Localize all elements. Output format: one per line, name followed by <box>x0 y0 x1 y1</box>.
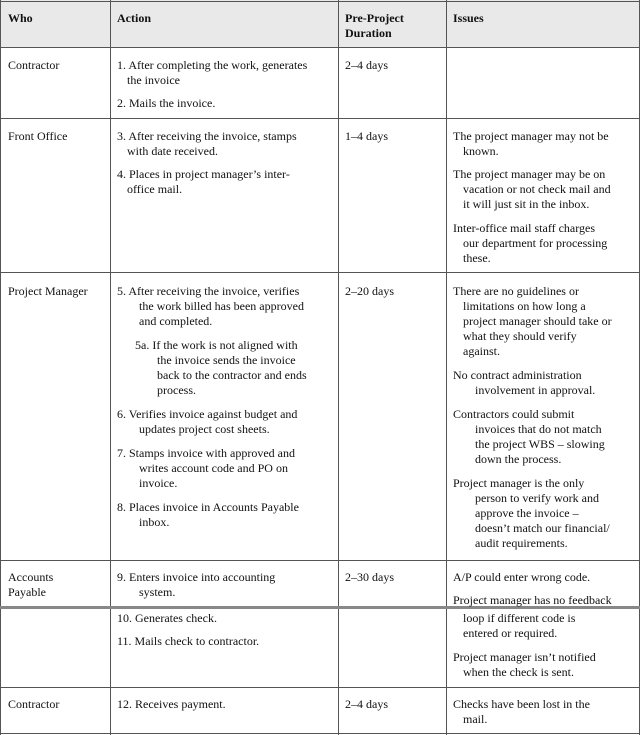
row3-issue4-line5: audit requirements. <box>475 536 568 550</box>
rule-header <box>0 47 640 48</box>
header-duration-line1: Pre-Project <box>345 11 404 25</box>
col-who <box>0 0 110 735</box>
row1-action1-line1: 1. After completing the work, generates <box>117 58 308 72</box>
rule-top <box>0 1 640 2</box>
row6-duration: 2–4 days <box>345 697 388 711</box>
rule-row-2 <box>0 272 640 273</box>
header-action: Action <box>117 11 151 25</box>
row2-issue2-line3: it will just sit in the inbox. <box>463 197 590 211</box>
row3-action6-line1: 6. Verifies invoice against budget and <box>117 407 298 421</box>
rule-row-5 <box>0 687 640 688</box>
row2-who: Front Office <box>8 129 68 143</box>
row3-action5a-line1: 5a. If the work is not aligned with <box>135 338 298 352</box>
row3-issue4-line3: approve the invoice – <box>475 506 579 520</box>
rule-row-3 <box>0 560 640 561</box>
row3-issue3-line1: Contractors could submit <box>453 407 575 421</box>
row4-issue2-line1: Project manager has no feedback <box>453 593 612 607</box>
row3-issue1-line4: what they should verify <box>463 329 577 343</box>
row3-action5a-line2: the invoice sends the invoice <box>157 353 296 367</box>
row2-issue1-line1: The project manager may not be <box>453 129 609 143</box>
row2-duration: 1–4 days <box>345 129 388 143</box>
row3-issue4-line2: person to verify work and <box>475 491 599 505</box>
row3-duration: 2–20 days <box>345 284 394 298</box>
row5-action11: 11. Mails check to contractor. <box>117 634 260 648</box>
row3-action7-line2: writes account code and PO on <box>139 461 288 475</box>
row2-action1-line1: 3. After receiving the invoice, stamps <box>117 129 297 143</box>
row4-duration: 2–30 days <box>345 570 394 584</box>
header-duration-line2: Duration <box>345 26 392 40</box>
row6-who: Contractor <box>8 697 60 711</box>
row4-action9-line1: 9. Enters invoice into accounting <box>117 570 276 584</box>
row3-action8-line1: 8. Places invoice in Accounts Payable <box>117 500 299 514</box>
row3-issue3-line2: invoices that do not match <box>475 422 602 436</box>
row3-issue1-line2: limitations on how long a <box>463 299 586 313</box>
row2-issue2-line1: The project manager may be on <box>453 167 606 181</box>
row5-issue2-line2: when the check is sent. <box>463 665 574 679</box>
row3-action7-line1: 7. Stamps invoice with approved and <box>117 446 295 460</box>
row3-action1-line3: and completed. <box>139 314 213 328</box>
rule-bottom <box>0 733 640 734</box>
row1-who: Contractor <box>8 58 60 72</box>
row6-issue1-line2: mail. <box>463 712 488 726</box>
row2-action2-line1: 4. Places in project manager’s inter- <box>117 167 290 181</box>
row5-issue1-line2: entered or required. <box>463 626 558 640</box>
row2-issue3-line3: these. <box>463 251 491 265</box>
row5-action10: 10. Generates check. <box>117 611 217 625</box>
row1-action2: 2. Mails the invoice. <box>117 96 216 110</box>
col-duration <box>338 0 446 735</box>
row4-action9-line2: system. <box>139 585 176 599</box>
row3-issue1-line3: project manager should take or <box>463 314 612 328</box>
row3-who: Project Manager <box>8 284 88 298</box>
row3-issue2-line1: No contract administration <box>453 368 582 382</box>
row2-action2-line2: office mail. <box>127 182 183 196</box>
rule-row-1 <box>0 118 640 119</box>
row4-issue1: A/P could enter wrong code. <box>453 570 591 584</box>
row2-issue3-line2: our department for processing <box>463 236 608 250</box>
row3-issue3-line3: the project WBS – slowing <box>475 437 605 451</box>
row3-action1-line2: the work billed has been approved <box>139 299 304 313</box>
row3-issue3-line4: down the process. <box>475 452 562 466</box>
row3-action5a-line4: process. <box>157 383 196 397</box>
row3-issue4-line4: doesn’t match our financial/ <box>475 521 610 535</box>
row3-issue4-line1: Project manager is the only <box>453 476 585 490</box>
row6-action12: 12. Receives payment. <box>117 697 226 711</box>
row3-action1-line1: 5. After receiving the invoice, verifies <box>117 284 300 298</box>
row4-who-line2: Payable <box>8 585 46 599</box>
header-who: Who <box>8 11 33 25</box>
row3-action8-line2: inbox. <box>139 515 170 529</box>
row5-issue2-line1: Project manager isn’t notified <box>453 650 596 664</box>
row2-issue2-line2: vacation or not check mail and <box>463 182 611 196</box>
row3-action5a-line3: back to the contractor and ends <box>157 368 307 382</box>
row3-action6-line2: updates project cost sheets. <box>139 422 270 436</box>
row5-issue1-line1: loop if different code is <box>463 611 576 625</box>
header-issues: Issues <box>453 11 484 25</box>
row3-issue2-line2: involvement in approval. <box>475 383 596 397</box>
row3-action7-line3: invoice. <box>139 476 178 490</box>
row4-who-line1: Accounts <box>8 570 54 584</box>
row3-issue1-line1: There are no guidelines or <box>453 284 579 298</box>
row2-issue3-line1: Inter-office mail staff charges <box>453 221 596 235</box>
row1-action1-line2: the invoice <box>127 73 180 87</box>
row2-issue1-line2: known. <box>463 144 499 158</box>
row2-action1-line2: with date received. <box>127 144 218 158</box>
row1-duration: 2–4 days <box>345 58 388 72</box>
row6-issue1-line1: Checks have been lost in the <box>453 697 590 711</box>
row3-issue1-line5: against. <box>463 344 500 358</box>
